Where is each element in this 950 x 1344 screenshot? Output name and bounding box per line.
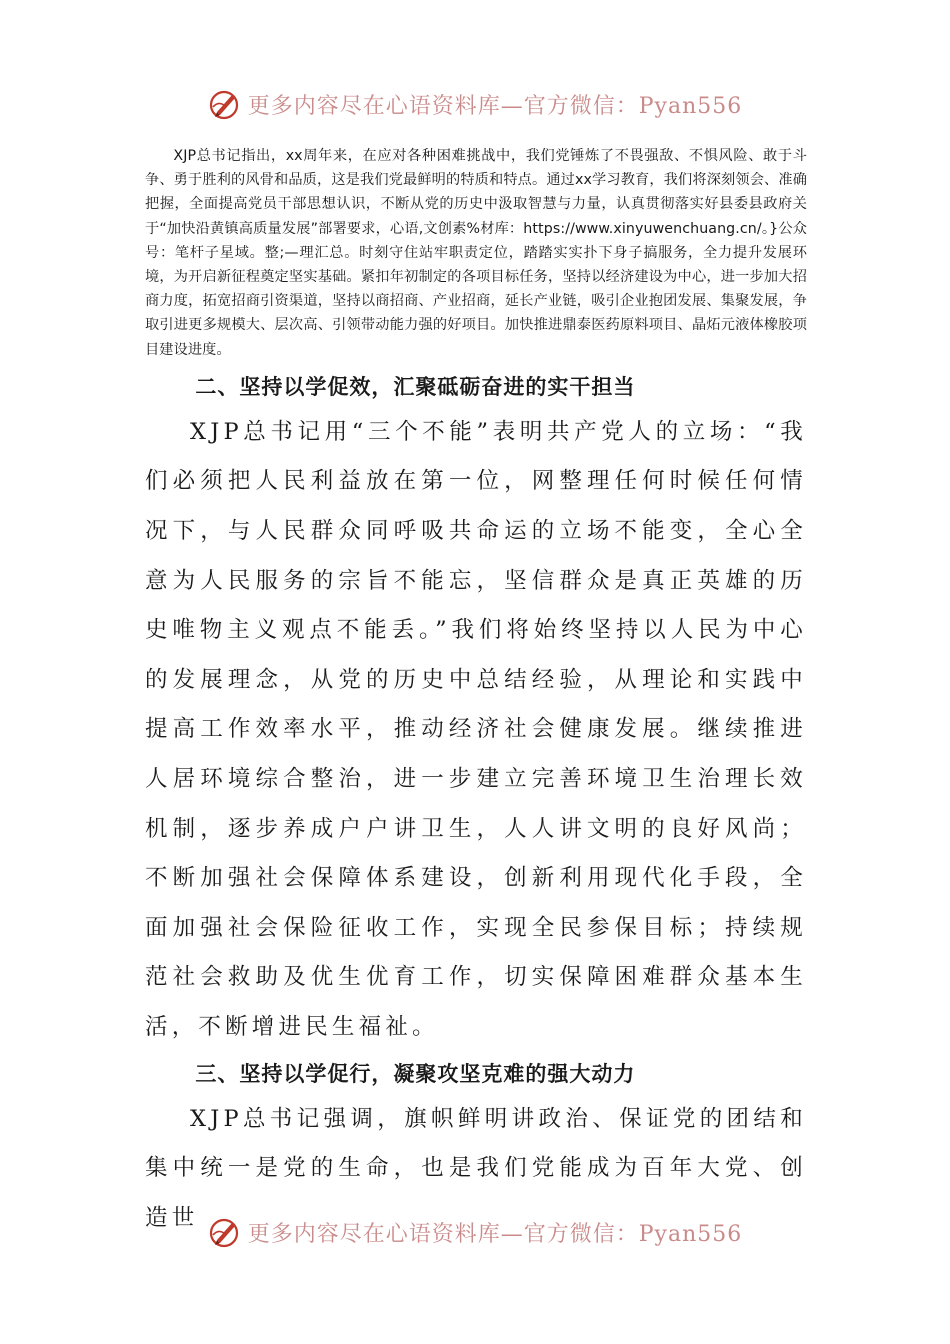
watermark-text: 更多内容尽在心语资料库—官方微信：Pyan556 [247, 1221, 743, 1247]
section-heading-3: 三、坚持以学促行，凝聚攻坚克难的强大动力 [195, 1061, 636, 1086]
pen-logo-icon [208, 1215, 242, 1249]
watermark-banner-top [0, 84, 950, 124]
document-page [145, 144, 807, 1243]
intro-paragraph: XJP总书记指出，xx周年来，在应对各种困难挑战中，我们党锤炼了不畏强敌、不惧风险、敢于斗争、勇于胜利的风骨和品质，这是我们党最鲜明的特质和特点。通过xx学习教育，我们将深刻领会、准确把握，全面提高党员干部思想认识，不断从党的历史中汲取智慧与力量，认真贯彻落实好县委县政府关于“加快沿黄镇高质量发展”部署要求，心语,文创素%材库：https://www.xinyuwenchuang.cn/。}公众号：笔杆子星域。整;—理汇总。时刻守住站牢职责定位，踏踏实实扑下身子搞服务，全力提升发展环境，为开启新征程奠定坚实基础。紧扣年初制定的各项目标任务，坚持以经济建设为中心，进一步加大招商力度，拓宽招商引资渠道，坚持以商招商、产业招商，延长产业链，吸引企业抱团发展、集聚发展，争取引进更多规模大、层次高、引领带动能力强的好项目。加快推进鼎泰医药原料项目、晶炻元液体橡胶项目建设进度。 [145, 148, 807, 358]
pen-logo-icon [208, 87, 242, 121]
watermark-text: 更多内容尽在心语资料库—官方微信：Pyan556 [247, 93, 743, 119]
watermark-banner-bottom [0, 1212, 950, 1252]
section-heading-2: 二、坚持以学促效，汇聚砥砺奋进的实干担当 [195, 374, 636, 399]
body-paragraph-3: XJP总书记强调，旗帜鲜明讲政治、保证党的团结和集中统一是党的生命，也是我们党能成为百年大党、创造世 [145, 1105, 807, 1231]
body-paragraph-2: XJP总书记用“三个不能”表明共产党人的立场：“我们必须把人民利益放在第一位，网整理任何时候任何情况下，与人民群众同呼吸共命运的立场不能变，全心全意为人民服务的宗旨不能忘，坚信群众是真正英雄的历史唯物主义观点不能丢。”我们将始终坚持以人民为中心的发展理念，从党的历史中总结经验，从理论和实践中提高工作效率水平，推动经济社会健康发展。继续推进人居环境综合整治，进一步建立完善环境卫生治理长效机制，逐步养成户户讲卫生，人人讲文明的良好风尚；不断加强社会保障体系建设，创新利用现代化手段，全面加强社会保险征收工作，实现全民参保目标；持续规范社会救助及优生优育工作，切实保障困难群众基本生活，不断增进民生福祉。 [145, 418, 807, 1040]
